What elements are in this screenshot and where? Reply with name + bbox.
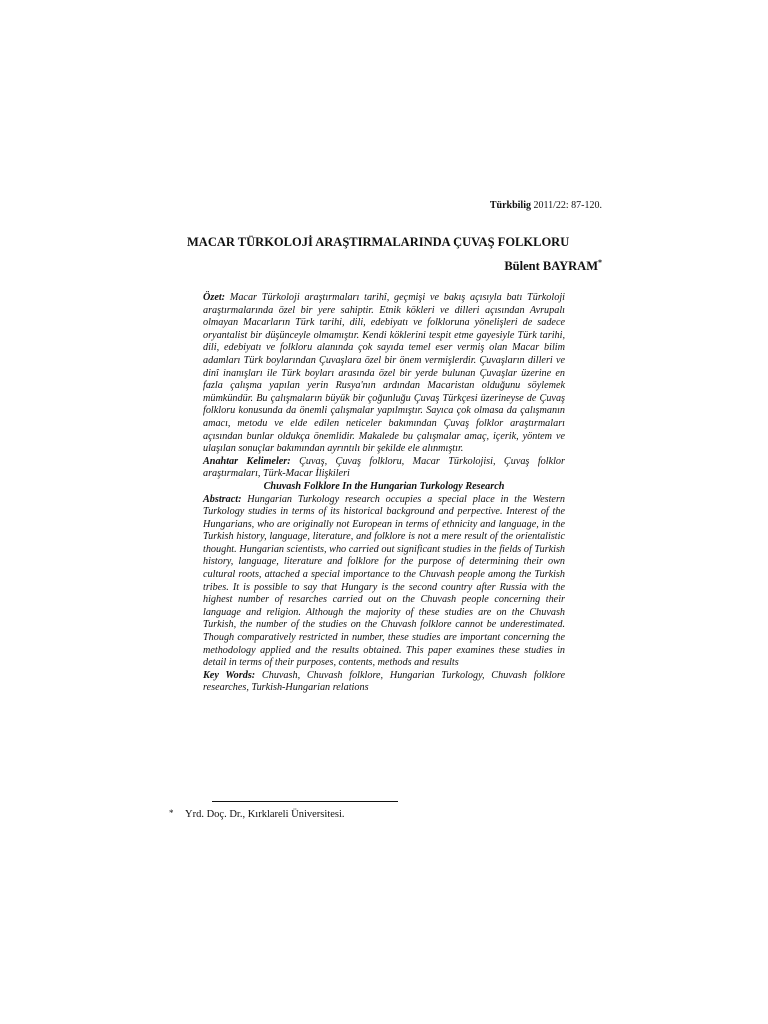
anahtar-label: Anahtar Kelimeler: (203, 455, 291, 467)
anahtar-text: Çuvaş, Çuvaş folkloru, Macar Türkolojisi, Çuvaş folklor araştırmaları, Türk-Macar İlişkileri (203, 455, 565, 480)
journal-issue-pages: 2011/22: 87-120. (530, 200, 602, 211)
turkish-keywords (203, 456, 565, 481)
journal-citation (490, 200, 602, 211)
ozet-text: Macar Türkoloji araştırmaları tarihî, geçmişi ve bakış açısıyla batı Türkoloji araştırmalarında özel bir yere sahiptir. Etnik kökleri ve dilleri açısından Avrupalı olmayan Macarların Türk tarihi, dili, edebiyatı ve folkloruna yönelişleri de sadece oryantalist bir düşünceyle olmamıştır. Kendi köklerini tespit etme gayesiyle Türk tarihi, dili, edebiyatı ve folkloru alanında çok sayıda temel eser vermiş olan Macar bilim adamları Türk boylarından Çuvaşlara özel bir önem vermişlerdir. Çuvaşların dilleri ve dinî inanışları ile Türk boyları arasında özel bir yerde bulunan Çuvaşlar üzerine en fazla çalışma yapılan yerin Rusya'nın ardından Macaristan olduğunu söylemek mümkündür. Bu çalışmaların büyük bir çoğunluğu Çuvaş Türkçesi üzerineyse de Çuvaş folkloru konusunda da önemli çalışmalar yapılmıştır. Sayıca çok olmasa da çalışmanın amacı, metodu ve elde edilen neticeler bakımından Çuvaş folklor araştırmaları açısından bunlar oldukça önemlidir. Makalede bu çalışmalar amaç, içerik, yöntem ve ulaşılan sonuçlar bakımından ayrıntılı bir şekilde ele alınmıştır. (203, 292, 565, 455)
english-title: Chuvash Folklore In the Hungarian Turkology Research (263, 480, 505, 492)
ozet-label: Özet: (203, 292, 226, 303)
keywords-label: Key Words: (203, 669, 256, 681)
author-footnote-mark: * (598, 258, 602, 267)
abstract-text: Hungarian Turkology research occupies a special place in the Western Turkology studies in terms of its historical background and perpective. Interest of the Hungarians, who are originally not European in terms of ethnicity and language, in the Turkish history, language, literature, and folklore is not a mere result of the orientalistic thought. Hungarian scientists, who carried out significant studies in the fields of Turkish history, language, literature and folklore for the purpose of determining their own cultural roots, attached a special importance to the Chuvash people among the Turkish tribes. It is possible to say that Hungary is the second country after Russia with the highest number of resarches carried out on the Chuvash people concerning their language and religion. Although the majority of these studies are on the Chuvash Turkish, the number of the studies on the Chuvash folklore cannot be underestimated. Though comparatively restricted in number, these studies are important concerning the methodology applied and the results obtained. This paper examines these studies in detail in terms of their purposes, contents, methods and results (203, 493, 565, 669)
footnote-affiliation: Yrd. Doç. Dr., Kırklareli Üniversitesi. (185, 809, 345, 820)
english-keywords (203, 670, 565, 695)
abstract-label: Abstract: (203, 493, 242, 505)
journal-name: Türkbilig (489, 200, 531, 211)
footnote-divider (212, 801, 398, 802)
author-name: Bülent BAYRAM (504, 259, 598, 274)
english-abstract (203, 494, 565, 670)
footnote-mark: * (169, 808, 174, 818)
keywords-text: Chuvash, Chuvash folklore, Hungarian Turkology, Chuvash folklore researches, Turkish-Hungarian relations (203, 669, 565, 694)
article-title: MACAR TÜRKOLOJİ ARAŞTIRMALARINDA ÇUVAŞ FOLKLORU (187, 235, 570, 249)
author-line (504, 258, 602, 274)
turkish-summary (203, 292, 565, 456)
abstract-block (203, 292, 565, 695)
